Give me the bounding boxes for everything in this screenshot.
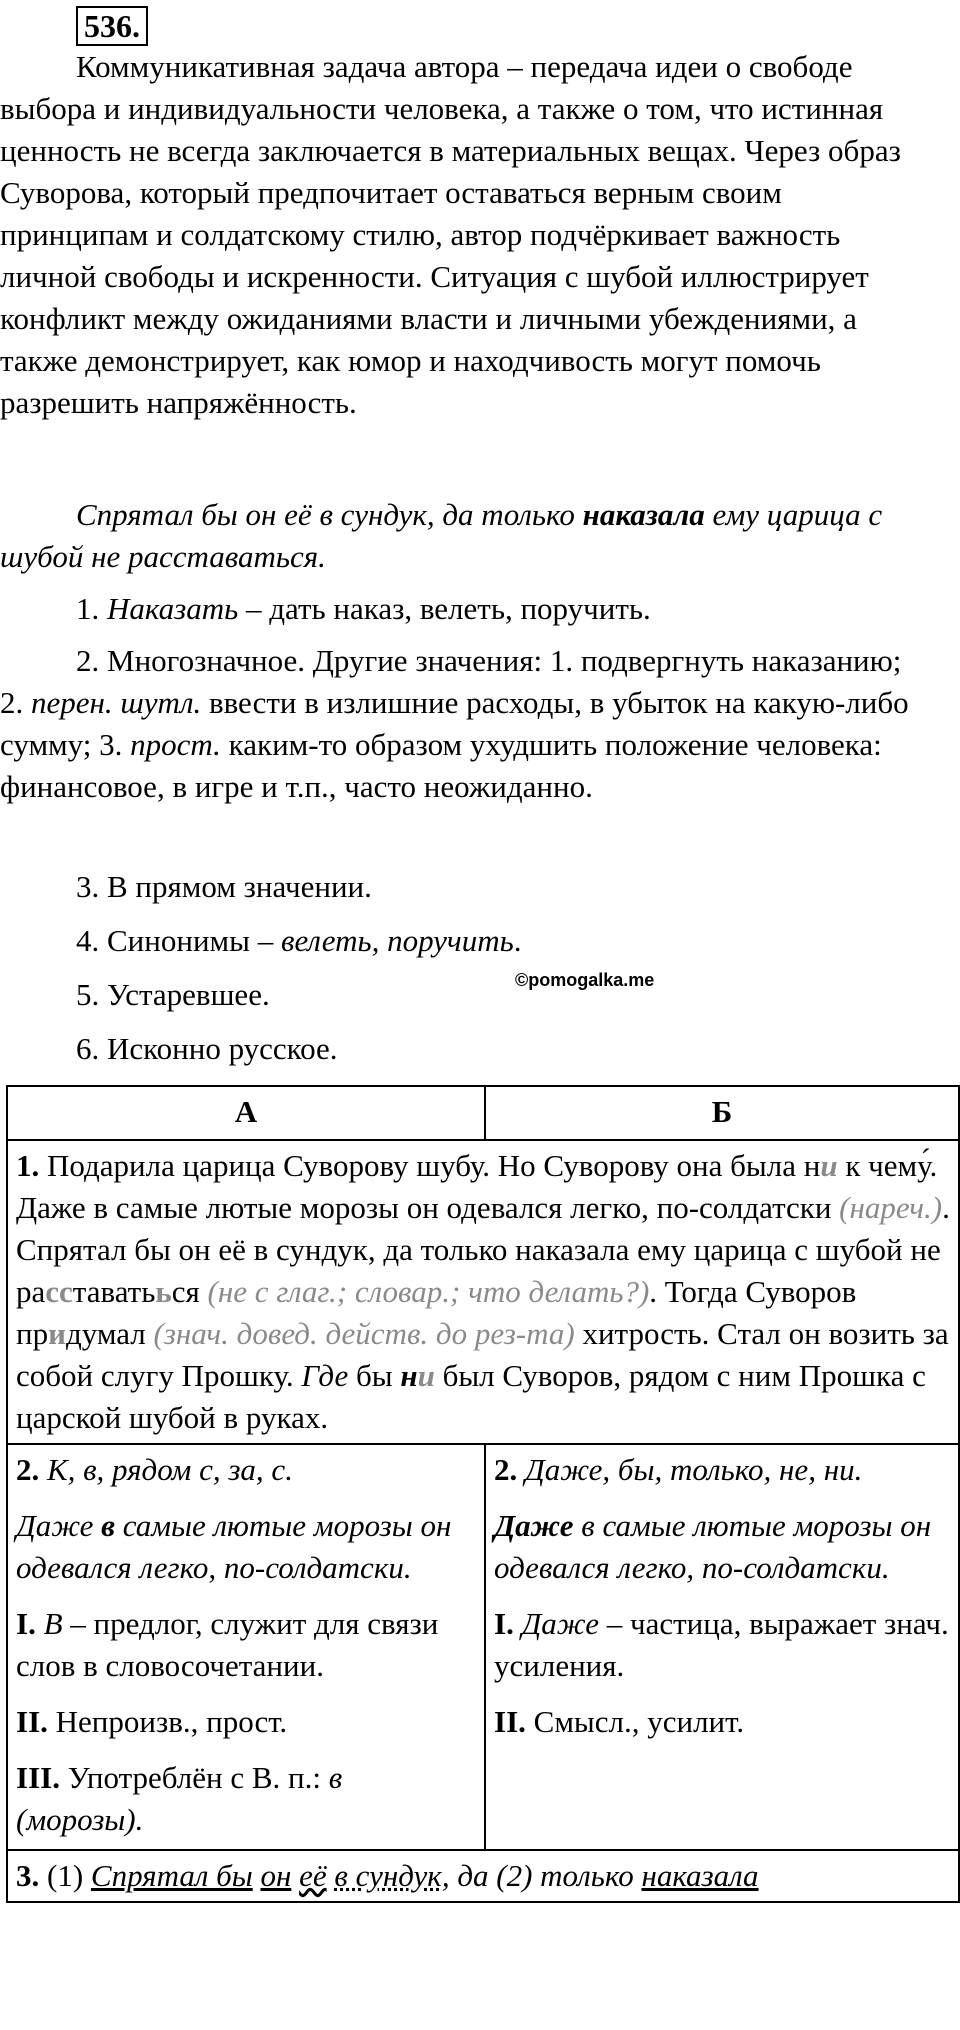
analysis-paragraph: Коммуникативная задача автора – передача идеи о свободе выбора и индивидуальности человека, а также о том, что истинная ценность не всегда заключается в материальных вещах. Через образ Суворова, который предпочитает оставаться верным своим принципам и солдатскому стилю, автор подчёркивает важность личной свободы и искренности. Ситуация с шубой иллюстрирует конфликт между ожиданиями власти и личными убеждениями, а также демонстрирует, как юмор и находчивость могут помочь разрешить напряжённость. xyxy=(0,49,901,420)
quote-sentence xyxy=(0,494,925,578)
column-header-b: Б xyxy=(485,1086,959,1140)
table-row-1: 1. Подарила царица Суворову шубу. Но Суворову она была ни к чему́. Даже в самые лютые морозы он одевался легко, по-солдатски (нареч.). Спрятал бы он её в сундук, да только наказала ему царица с шубой не расставатьься (не с глаг.; словар.; что делать?). Тогда Суворов придумал (знач. довед. действ. до рез-та) хитрость. Стал он возить за собой слугу Прошку. Где бы ни был Суворов, рядом с ним Прошка с царской шубой в руках. xyxy=(7,1140,959,1444)
column-header-a: А xyxy=(7,1086,485,1140)
exercise-number: 536. xyxy=(76,6,148,46)
table-row-2-col-a: 2. К, в, рядом с, за, с. Даже в самые лютые морозы он одевался легко, по-солдатски. I. В – предлог, служит для связи слов в словосочетании. II. Непроизв., прост. III. Употреблён с В. п.: в (морозы). xyxy=(7,1444,485,1850)
item-1: 1. Наказать – дать наказ, велеть, поручить. xyxy=(76,591,651,626)
item-3: 3. В прямом значении. xyxy=(76,869,372,904)
quote-part2: ему царица с шубой не расставаться. xyxy=(0,497,883,574)
item-6: 6. Исконно русское. xyxy=(76,1031,338,1066)
item-2: 2. Многозначное. Другие значения: 1. подвергнуть наказанию; 2. перен. шутл. ввести в излишние расходы, в убыток на какую-либо сумму; 3. прост. каким-то образом ухудшить положение человека: финансовое, в игре и т.п., часто неожиданно. xyxy=(0,643,909,804)
item-4: 4. Синонимы – велеть, поручить. xyxy=(76,923,522,958)
analysis-table xyxy=(6,1085,960,1903)
table-row-2-col-b: 2. Даже, бы, только, не, ни. Даже в самые лютые морозы он одевался легко, по-солдатски. I. Даже – частица, выражает знач. усиления. II. Смысл., усилит. xyxy=(485,1444,959,1850)
quote-part1: Спрятал бы он её в сундук, да только xyxy=(76,497,583,532)
item-5: 5. Устаревшее. xyxy=(76,977,270,1012)
item-1-word: Наказать xyxy=(107,591,239,626)
table-row-3: 3. (1) Спрятал бы он её в сундук, да (2) только наказала xyxy=(7,1850,959,1902)
quote-keyword: наказала xyxy=(582,497,705,532)
watermark: ©pomogalka.me xyxy=(515,970,655,990)
